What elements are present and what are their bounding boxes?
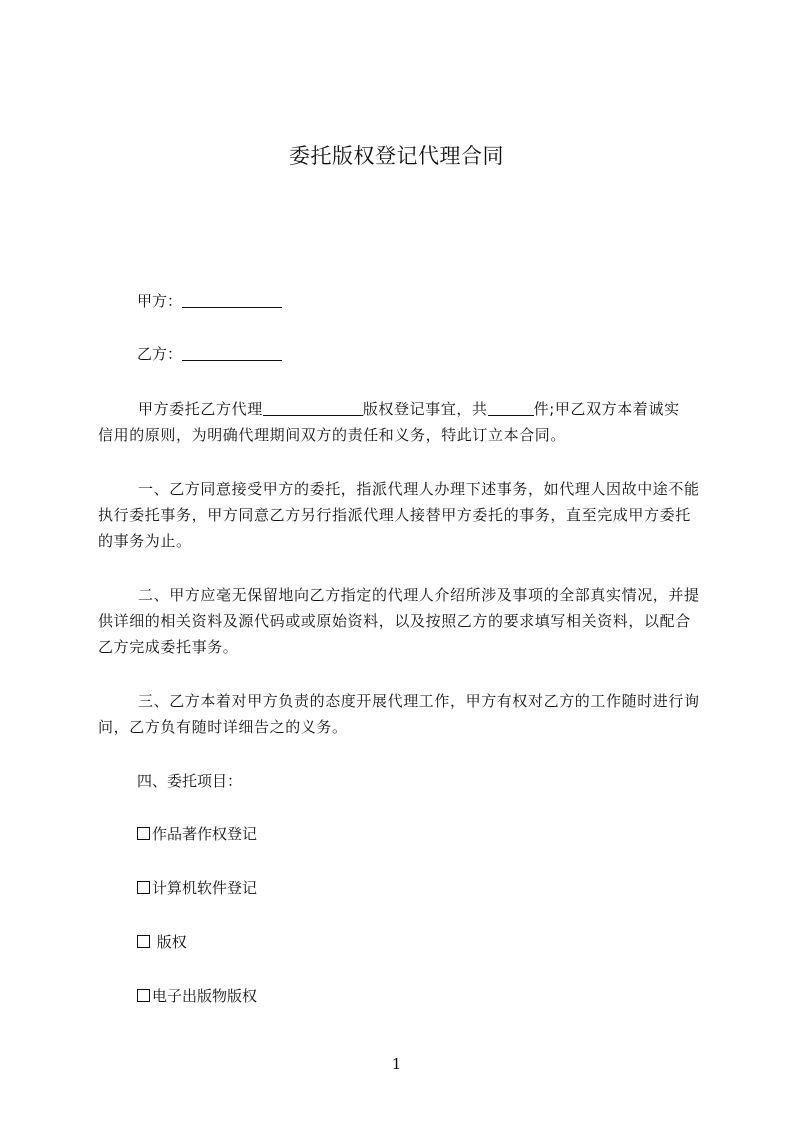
checkbox-item-copyright[interactable] — [137, 929, 187, 955]
document-title: 委托版权登记代理合同 — [289, 144, 504, 168]
clause-2 — [98, 582, 704, 660]
checkbox-item-electronic[interactable] — [137, 983, 257, 1009]
clause-3 — [98, 688, 704, 740]
intro-blank-1 — [263, 400, 363, 416]
party-a-label: 甲方： — [137, 292, 183, 310]
checkbox-icon[interactable] — [137, 881, 150, 894]
party-a-blank — [182, 292, 282, 308]
clause-1 — [98, 476, 704, 554]
checkbox-icon[interactable] — [137, 935, 150, 948]
party-a-line — [137, 288, 282, 314]
checkbox-icon[interactable] — [137, 827, 150, 840]
intro-part3: 件;甲乙双方本着诚实 — [533, 400, 680, 418]
checkbox-label: 作品著作权登记 — [152, 825, 258, 843]
checkbox-item-software[interactable] — [137, 875, 257, 901]
checkbox-label: 计算机软件登记 — [152, 879, 258, 897]
page-number: 1 — [391, 1055, 402, 1073]
party-b-line — [137, 341, 282, 367]
clause-2-text: 二、甲方应毫无保留地向乙方指定的代理人介绍所涉及事项的全部真实情况，并提供详细的相关资料及源代码或或原始资料，以及按照乙方的要求填写相关资料，以配合乙方完成委托事务。 — [98, 586, 700, 656]
checkbox-icon[interactable] — [137, 989, 150, 1002]
intro-line2: 信用的原则，为明确代理期间双方的责任和义务，特此订立本合同。 — [98, 426, 567, 444]
clause-1-text: 一、乙方同意接受甲方的委托，指派代理人办理下述事务，如代理人因故中途不能执行委托事务，甲方同意乙方另行指派代理人接替甲方委托的事务，直至完成甲方委托的事务为止。 — [98, 480, 700, 550]
party-b-blank — [182, 345, 282, 361]
intro-part2: 版权登记事宜，共 — [362, 400, 488, 418]
clause-3-text: 三、乙方本着对甲方负责的态度开展代理工作，甲方有权对乙方的工作随时进行询问，乙方负有随时详细告之的义务。 — [98, 692, 700, 736]
checkbox-label: 版权 — [152, 933, 187, 951]
section-4-heading: 四、委托项目： — [137, 772, 243, 790]
intro-paragraph — [98, 396, 704, 448]
intro-part1: 甲方委托乙方代理 — [138, 400, 263, 418]
party-b-label: 乙方： — [137, 345, 183, 363]
checkbox-label: 电子出版物版权 — [152, 987, 258, 1005]
intro-blank-2 — [488, 400, 534, 416]
checkbox-item-works[interactable] — [137, 821, 257, 847]
